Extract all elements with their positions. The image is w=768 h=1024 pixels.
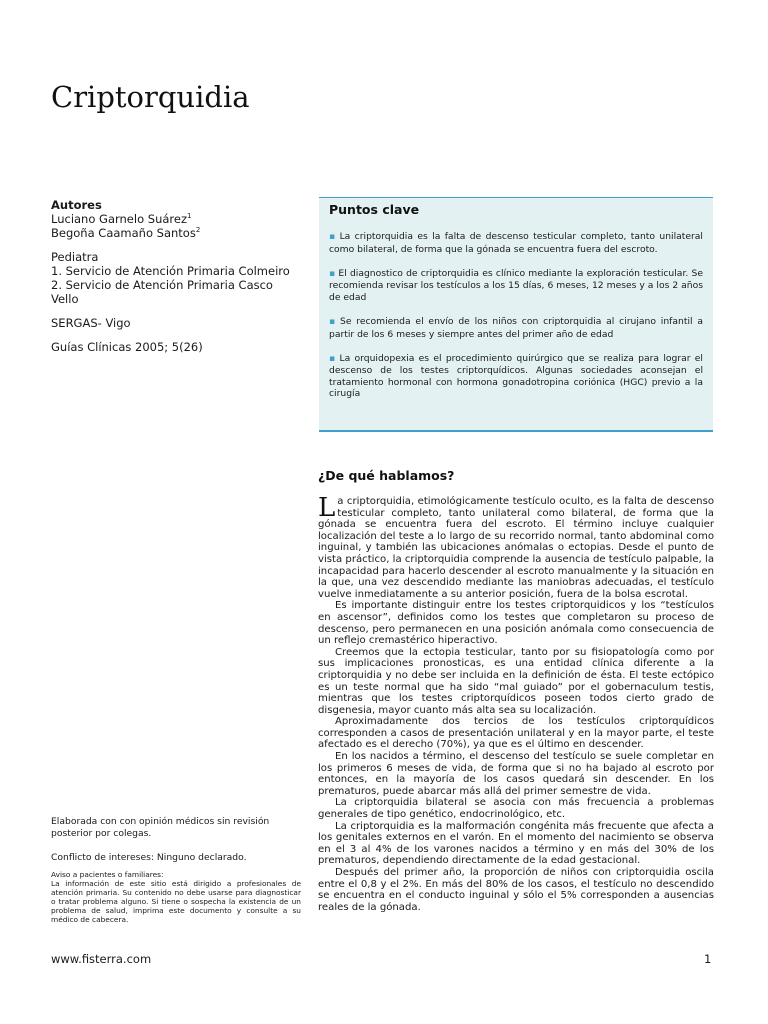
bullet-icon: ▪ xyxy=(329,268,336,279)
bullet-icon: ▪ xyxy=(329,353,337,364)
key-point-text: La orquidopexia es el procedimiento quirúrgico que se realiza para lograr el descenso de los testes criptorquídicos. Algunas sociedades aconsejan el tratamiento hormonal con hormona gonadotropina coriónica (HGC) previo a la cirugía xyxy=(329,352,703,400)
citation: Guías Clínicas 2005; 5(26) xyxy=(51,340,203,354)
key-points-box xyxy=(319,197,713,432)
key-point-1 xyxy=(329,231,703,255)
key-points-heading: Puntos clave xyxy=(329,202,420,217)
paragraph-2: Es importante distinguir entre los testes criptorquidicos y los “testículos en ascensor”, definidos como los testes que completaron su proceso de descenso, pero permanecen en una posición anómala como consecuencia de un reflejo cremastérico hiperactivo. xyxy=(318,600,714,647)
affiliations xyxy=(51,250,301,306)
author-list xyxy=(51,212,301,240)
organization: SERGAS- Vigo xyxy=(51,316,131,330)
conflict-note: Conflicto de intereses: Ninguno declarado. xyxy=(51,851,247,863)
author-1-sup: 1 xyxy=(187,212,192,221)
key-point-text: La criptorquidia es la falta de descenso testicular completo, tanto unilateral como bilateral, de forma que la gónada se encuentra fuera del escroto. xyxy=(329,231,703,255)
author-2-sup: 2 xyxy=(195,226,201,235)
notice-title: Aviso a pacientes o familiares: xyxy=(51,870,164,880)
footnotes xyxy=(51,816,301,925)
specialty: Pediatra xyxy=(51,250,99,264)
key-point-text: El diagnostico de criptorquidia es clínico mediante la exploración testicular. Se recomienda revisar los testículos a los 15 días, 6 meses, 12 meses y a los 2 años de edad xyxy=(329,267,703,303)
affiliation-2: 2. Servicio de Atención Primaria Casco Vello xyxy=(51,278,273,306)
paragraph-1 xyxy=(318,493,714,600)
organization-block xyxy=(51,316,301,330)
key-point-3 xyxy=(329,316,703,340)
review-note: Elaborada con con opinión médicos sin revisión posterior por colegas. xyxy=(51,816,270,839)
paragraph-6: La criptorquidia bilateral se asocia con más frecuencia a problemas generales de tipo genético, endocrinológico, etc. xyxy=(318,797,714,821)
paragraph-4: Aproximadamente dos tercios de los testículos criptorquídicos corresponden a casos de presentación unilateral y en la mayor parte, el teste afectado es el derecho (70%), ya que es el último en descender. xyxy=(318,716,714,751)
key-point-text: Se recomienda el envío de los niños con criptorquidia al cirujano infantil a partir de los 6 meses y siempre antes del primer año de edad xyxy=(329,315,703,340)
page-number: 1 xyxy=(704,952,712,966)
key-point-4 xyxy=(329,353,703,400)
author-1-name: Luciano Garnelo Suárez xyxy=(51,212,187,226)
key-points-list xyxy=(329,231,703,400)
paragraph-1-text: a criptorquidia, etimológicamente testículo oculto, es la falta de descenso testicular completo, tanto unilateral como bilateral, de forma que la gónada se encuentra fuera del escroto. El término incluye cualquier localización del teste a lo largo de su recorrido normal, tanto abdominal como inguinal, y también las ubicaciones anómalas o ectopias. Desde el punto de vista práctico, la criptorquidia comprende la ausencia de testículo palpable, la incapacidad para hacerlo descender al escroto manualmente y la situación en la que, una vez descendido mediante las maniobras adecuadas, el testículo vuelve inmediatamente a su anterior posición, fuera de la bolsa escrotal. xyxy=(318,496,714,600)
paragraph-3: Creemos que la ectopia testicular, tanto por su fisiopatología como por sus implicaciones pronosticas, es una entidad clínica diferente a la criptorquidia y no debe ser incluida en la definición de ésta. El teste ectópico es un teste normal que ha sido “mal guiado” por el gobernaculum testis, mientras que los testes criptorquídicos poseen todos cierto grado de disgenesia, mayor cuanto más alta sea su localización. xyxy=(318,646,714,716)
paragraph-5: En los nacidos a término, el descenso del testículo se suele completar en los primeros 6 meses de vida, de forma que si no ha bajado al escroto por entonces, en la mayoría de los casos quedará sin descender. En los prematuros, puede abarcar más allá del primer semestre de vida. xyxy=(318,751,714,797)
author-2 xyxy=(51,226,301,240)
author-2-name: Begoña Caamaño Santos xyxy=(51,226,196,240)
article-body xyxy=(318,493,714,913)
paragraph-7: La criptorquidia es la malformación congénita más frecuente que afecta a los genitales externos en el varón. En el momento del nacimiento se observa en el 3 al 4% de los varones nacidos a término y en más del 30% de los prematuros, dependiendo directamente de la edad gestacional. xyxy=(318,820,714,867)
notice-body: La información de este sitio está dirigido a profesionales de atención primaria. Su contenido no debe usarse para diagnosticar o tratar problema alguno. Si tiene o sospecha la existencia de un problema de salud, imprima este documento y consulte a su médico de cabecera. xyxy=(51,879,301,924)
affiliation-1: 1. Servicio de Atención Primaria Colmeiro xyxy=(51,264,290,278)
drop-cap: L xyxy=(318,493,336,523)
bullet-icon: ▪ xyxy=(329,232,337,242)
footer-site-link[interactable]: www.fisterra.com xyxy=(51,952,152,966)
paragraph-8: Después del primer año, la proporción de niños con criptorquidia oscila entre el 0,8 y el 2%. En más del 80% de los casos, el testículo no descendido se encuentra en el conducto inguinal y sólo el 5% corresponden a ausencias reales de la gónada. xyxy=(318,867,714,913)
authors-heading: Autores xyxy=(51,198,102,212)
bullet-icon: ▪ xyxy=(329,316,337,327)
author-1 xyxy=(51,212,301,226)
citation-block xyxy=(51,340,301,354)
key-point-2 xyxy=(329,268,703,304)
author-info xyxy=(51,198,301,364)
section-heading: ¿De qué hablamos? xyxy=(318,468,455,483)
page-title: Criptorquidia xyxy=(51,80,250,114)
